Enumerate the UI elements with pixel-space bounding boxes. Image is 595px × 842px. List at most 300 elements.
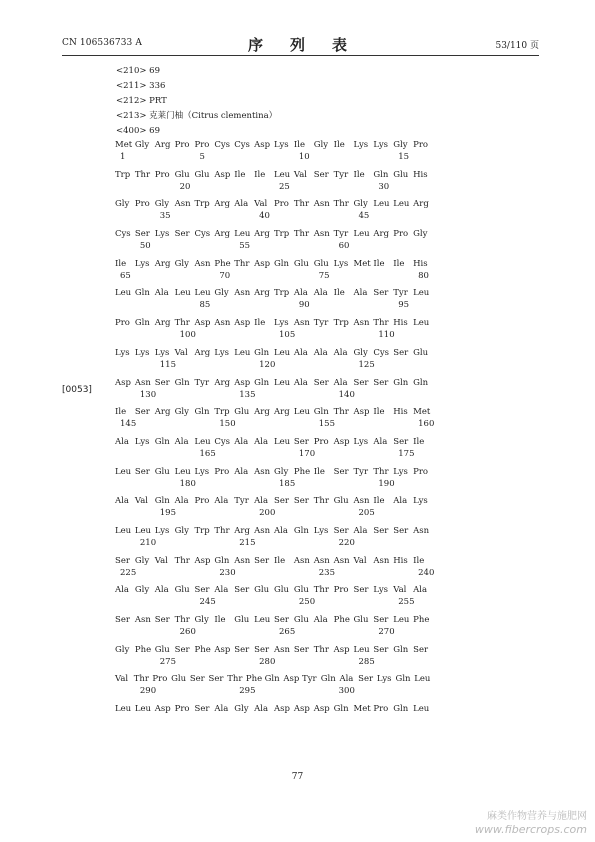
amino-acid-residue: Gln: [174, 377, 190, 388]
amino-acid-residue: Ile: [254, 318, 266, 329]
amino-acid-residue: Gly: [234, 704, 249, 715]
amino-acid-residue: Asn: [353, 496, 370, 507]
position-number: 30: [378, 181, 390, 192]
position-number: 170: [298, 448, 316, 459]
amino-acid-residue: Lys: [154, 525, 170, 536]
amino-acid-residue: Pro: [152, 674, 168, 685]
position-number: 165: [199, 448, 216, 459]
residue-row: [115, 258, 433, 270]
residue-row: [115, 436, 433, 448]
amino-acid-residue: Gln: [154, 436, 170, 447]
amino-acid-residue: Thr: [293, 199, 310, 210]
amino-acid-residue: Tyr: [353, 466, 369, 477]
amino-acid-residue: Ala: [214, 704, 229, 715]
amino-acid-residue: Leu: [414, 674, 431, 685]
meta-sequence-start: <400> 69: [116, 126, 160, 136]
amino-acid-residue: Pro: [333, 585, 349, 596]
amino-acid-residue: Gly: [353, 199, 368, 210]
amino-acid-residue: Gly: [353, 347, 368, 358]
amino-acid-residue: Ala: [373, 436, 388, 447]
meta-length: <211> 336: [116, 81, 166, 91]
amino-acid-residue: His: [393, 555, 408, 566]
residue-row: [115, 139, 433, 151]
amino-acid-residue: Gln: [214, 555, 230, 566]
position-number: 35: [159, 211, 171, 222]
amino-acid-residue: Leu: [134, 704, 152, 715]
amino-acid-residue: Arg: [214, 377, 231, 388]
amino-acid-residue: Val: [293, 169, 308, 180]
sequence-block: [115, 703, 433, 733]
residue-row: [115, 495, 433, 507]
position-number: 65: [120, 270, 131, 281]
amino-acid-residue: Trp: [214, 407, 230, 418]
amino-acid-residue: Ile: [413, 436, 425, 447]
amino-acid-residue: Pro: [194, 140, 210, 150]
position-number: 80: [418, 270, 429, 281]
amino-acid-residue: Gly: [194, 615, 209, 625]
position-number-row: [115, 596, 433, 608]
amino-acid-residue: Asp: [293, 704, 310, 715]
position-number: 155: [318, 419, 335, 430]
residue-row: [115, 644, 433, 656]
sequence-block: [115, 406, 433, 436]
amino-acid-residue: Ser: [358, 674, 374, 685]
amino-acid-residue: Leu: [413, 704, 430, 715]
amino-acid-residue: Glu: [333, 496, 349, 507]
amino-acid-residue: Ala: [115, 436, 129, 447]
amino-acid-residue: Thr: [134, 169, 151, 180]
amino-acid-residue: Ala: [234, 436, 249, 447]
amino-acid-residue: Ser: [333, 466, 349, 477]
amino-acid-residue: Arg: [274, 407, 290, 418]
position-number-row: [115, 626, 433, 638]
amino-acid-residue: Asn: [134, 377, 151, 388]
amino-acid-residue: Glu: [293, 615, 309, 625]
position-number-row: [115, 210, 433, 222]
position-number: 15: [398, 152, 410, 162]
amino-acid-residue: Arg: [254, 407, 270, 418]
position-number: 195: [159, 508, 176, 519]
amino-acid-residue: Ile: [214, 615, 226, 625]
residue-row: [115, 466, 433, 478]
amino-acid-residue: Ala: [313, 615, 328, 625]
amino-acid-residue: Leu: [115, 525, 132, 536]
amino-acid-residue: Leu: [274, 377, 291, 388]
amino-acid-residue: Leu: [274, 436, 291, 447]
amino-acid-residue: Thr: [333, 407, 349, 418]
amino-acid-residue: Gln: [320, 674, 336, 685]
amino-acid-residue: Tyr: [234, 496, 249, 507]
page-number: 77: [291, 772, 304, 782]
amino-acid-residue: Ser: [373, 644, 389, 655]
amino-acid-residue: Arg: [373, 229, 390, 240]
amino-acid-residue: Ser: [353, 585, 369, 596]
amino-acid-residue: Ile: [115, 258, 127, 269]
amino-acid-residue: Ala: [254, 496, 269, 507]
amino-acid-residue: Gln: [393, 377, 409, 388]
amino-acid-residue: Ser: [115, 615, 130, 625]
amino-acid-residue: Tyr: [393, 288, 408, 299]
amino-acid-residue: Phe: [293, 466, 311, 477]
amino-acid-residue: Ser: [254, 644, 270, 655]
amino-acid-residue: Met: [353, 258, 371, 269]
amino-acid-residue: Ser: [174, 229, 190, 240]
position-number: 245: [199, 597, 216, 608]
amino-acid-residue: Ser: [154, 615, 170, 625]
position-number-row: [115, 685, 433, 697]
amino-acid-residue: Asn: [313, 199, 330, 210]
position-number: 275: [159, 656, 176, 667]
position-number-row: [115, 478, 433, 490]
amino-acid-residue: Glu: [353, 615, 369, 625]
amino-acid-residue: Arg: [254, 229, 270, 240]
amino-acid-residue: Ala: [333, 347, 348, 358]
sequence-block: [115, 466, 433, 496]
position-number: 125: [358, 359, 375, 370]
header-divider: [62, 55, 539, 56]
position-number: 40: [259, 211, 270, 222]
position-number: 250: [298, 597, 316, 608]
amino-acid-residue: Lys: [393, 466, 408, 477]
amino-acid-residue: Asn: [254, 466, 271, 477]
position-number-row: [115, 567, 433, 579]
amino-acid-residue: Asp: [154, 704, 171, 715]
amino-acid-residue: Gln: [264, 674, 280, 685]
amino-acid-residue: Asp: [115, 377, 131, 388]
residue-row: [115, 198, 433, 210]
amino-acid-residue: Ser: [134, 407, 150, 418]
amino-acid-residue: Glu: [393, 169, 409, 180]
amino-acid-residue: Gly: [214, 288, 229, 299]
amino-acid-residue: Asp: [194, 318, 211, 329]
residue-row: [115, 614, 433, 626]
amino-acid-residue: Arg: [194, 347, 211, 358]
amino-acid-residue: Thr: [133, 674, 149, 685]
sequence-block: [115, 614, 433, 644]
amino-acid-residue: Cys: [373, 347, 390, 358]
amino-acid-residue: Ser: [373, 615, 389, 625]
amino-acid-residue: Pro: [373, 704, 389, 715]
amino-acid-residue: Leu: [393, 615, 410, 625]
amino-acid-residue: Ser: [254, 555, 270, 566]
amino-acid-residue: Ser: [234, 585, 250, 596]
amino-acid-residue: Gln: [134, 288, 150, 299]
amino-acid-residue: Asn: [313, 229, 330, 240]
residue-row: [115, 228, 433, 240]
amino-acid-residue: Cys: [194, 229, 211, 240]
amino-acid-residue: Lys: [194, 466, 210, 477]
amino-acid-residue: Glu: [274, 585, 289, 596]
position-number: 120: [259, 359, 276, 370]
amino-acid-residue: Gln: [254, 347, 270, 358]
amino-acid-residue: Ser: [373, 525, 389, 536]
position-number: 300: [338, 686, 355, 697]
amino-acid-residue: Asp: [254, 140, 271, 150]
amino-acid-residue: Gly: [134, 555, 150, 566]
amino-acid-residue: Glu: [154, 466, 170, 477]
amino-acid-residue: Gly: [134, 140, 150, 150]
amino-acid-residue: Gln: [194, 407, 210, 418]
watermark-title: 麻类作物营养与施肥网: [487, 811, 587, 822]
position-number: 260: [179, 627, 196, 637]
amino-acid-residue: Asn: [313, 555, 330, 566]
position-number: 295: [239, 686, 256, 697]
sequence-block: [115, 169, 433, 199]
amino-acid-residue: Leu: [353, 229, 370, 240]
amino-acid-residue: Phe: [214, 258, 231, 269]
amino-acid-residue: Leu: [234, 347, 251, 358]
amino-acid-residue: Ala: [353, 288, 368, 299]
amino-acid-residue: Lys: [376, 674, 392, 685]
position-number: 85: [199, 300, 211, 311]
amino-acid-residue: Thr: [373, 318, 389, 329]
amino-acid-residue: Ala: [234, 466, 249, 477]
position-number: 100: [179, 330, 196, 341]
position-number: 45: [358, 211, 370, 222]
amino-acid-residue: Ala: [333, 377, 348, 388]
amino-acid-residue: Arg: [154, 407, 171, 418]
amino-acid-residue: Lys: [413, 496, 428, 507]
amino-acid-residue: Val: [115, 674, 129, 685]
amino-acid-residue: Asp: [283, 674, 300, 685]
amino-acid-residue: Leu: [174, 466, 191, 477]
amino-acid-residue: Arg: [254, 288, 270, 299]
amino-acid-residue: Leu: [413, 318, 430, 329]
position-number: 220: [338, 537, 355, 548]
amino-acid-residue: Arg: [154, 140, 171, 150]
amino-acid-residue: Ile: [373, 407, 385, 418]
amino-acid-residue: Phe: [134, 644, 152, 655]
position-number-row: [115, 656, 433, 668]
amino-acid-residue: Ala: [413, 585, 428, 596]
amino-acid-residue: Lys: [154, 229, 170, 240]
position-number: 95: [398, 300, 410, 311]
amino-acid-residue: Trp: [333, 318, 349, 329]
amino-acid-residue: Met: [353, 704, 371, 715]
position-number-row: [115, 299, 433, 311]
amino-acid-residue: Asp: [313, 704, 330, 715]
position-number-row: [115, 418, 433, 430]
amino-acid-residue: Leu: [194, 288, 211, 299]
amino-acid-residue: Leu: [115, 704, 132, 715]
amino-acid-residue: Leu: [353, 644, 370, 655]
position-number-row: [115, 240, 433, 252]
amino-acid-residue: Glu: [313, 258, 329, 269]
position-number-row: [115, 329, 433, 341]
amino-acid-residue: Asn: [214, 318, 231, 329]
amino-acid-residue: Ser: [333, 525, 349, 536]
sequence-metadata: [116, 64, 277, 139]
position-number: 235: [318, 567, 335, 578]
residue-row: [115, 317, 433, 329]
amino-acid-residue: Leu: [254, 615, 271, 625]
sequence-block: [115, 198, 433, 228]
amino-acid-residue: Cys: [115, 229, 131, 240]
position-number: 175: [398, 448, 415, 459]
amino-acid-residue: Gly: [393, 140, 408, 150]
amino-acid-residue: Ser: [115, 555, 130, 566]
amino-acid-residue: Ile: [333, 140, 345, 150]
amino-acid-residue: Val: [254, 199, 268, 210]
amino-acid-residue: Arg: [214, 229, 231, 240]
meta-organism: <213> 克莱门柚（Citrus clementina）: [116, 111, 278, 121]
amino-acid-residue: Lys: [373, 585, 389, 596]
amino-acid-residue: Ser: [293, 496, 309, 507]
amino-acid-residue: Ala: [115, 585, 129, 596]
amino-acid-residue: Ser: [134, 229, 150, 240]
amino-acid-residue: Gln: [134, 318, 150, 329]
amino-acid-residue: Ala: [214, 585, 229, 596]
amino-acid-residue: Tyr: [333, 229, 349, 240]
amino-acid-residue: Trp: [194, 199, 210, 210]
amino-acid-residue: Pro: [134, 199, 150, 210]
amino-acid-residue: Ile: [333, 288, 345, 299]
amino-acid-residue: Lys: [274, 318, 289, 329]
amino-acid-residue: Ser: [413, 644, 429, 655]
position-number: 145: [120, 419, 137, 430]
position-number: 25: [279, 181, 290, 192]
amino-acid-residue: Leu: [293, 407, 311, 418]
amino-acid-residue: Ser: [293, 644, 309, 655]
amino-acid-residue: Pro: [214, 466, 230, 477]
amino-acid-residue: Lys: [274, 140, 289, 150]
amino-acid-residue: Trp: [274, 288, 290, 299]
position-number: 20: [179, 181, 191, 192]
amino-acid-residue: Pro: [154, 169, 170, 180]
amino-acid-residue: Gln: [413, 377, 429, 388]
amino-acid-residue: Gly: [174, 258, 189, 269]
amino-acid-residue: Ser: [194, 585, 210, 596]
amino-acid-residue: Met: [413, 407, 431, 418]
amino-acid-residue: Asn: [413, 525, 430, 536]
amino-acid-residue: Val: [393, 585, 407, 596]
amino-acid-residue: Gln: [333, 704, 349, 715]
amino-acid-residue: Ser: [274, 615, 289, 625]
position-number: 190: [378, 478, 395, 489]
amino-acid-residue: Pro: [174, 704, 190, 715]
position-number-row: [115, 537, 433, 549]
position-number: 240: [418, 567, 435, 578]
residue-row: [115, 377, 433, 389]
amino-acid-residue: Trp: [274, 229, 290, 240]
page-reference: 53/110 页: [495, 41, 539, 51]
position-number: 130: [139, 389, 157, 400]
amino-acid-residue: Gln: [293, 525, 309, 536]
amino-acid-residue: Thr: [373, 466, 389, 477]
amino-acid-residue: Trp: [115, 169, 131, 180]
sequence-block: [115, 525, 433, 555]
residue-row: [115, 673, 433, 685]
amino-acid-residue: Glu: [171, 674, 187, 685]
amino-acid-residue: Val: [353, 555, 367, 566]
amino-acid-residue: Thr: [174, 318, 190, 329]
amino-acid-residue: Lys: [353, 140, 369, 150]
amino-acid-residue: Ala: [339, 674, 354, 685]
amino-acid-residue: Asp: [333, 436, 350, 447]
amino-acid-residue: Gln: [313, 407, 329, 418]
position-number: 285: [358, 656, 375, 667]
amino-acid-residue: Ala: [154, 585, 169, 596]
sequence-block: [115, 495, 433, 525]
amino-acid-residue: Pro: [393, 229, 409, 240]
amino-acid-residue: Lys: [134, 258, 150, 269]
amino-acid-residue: Met: [115, 140, 133, 150]
amino-acid-residue: Ser: [373, 377, 389, 388]
residue-row: [115, 287, 433, 299]
position-number-row: [115, 151, 433, 163]
amino-acid-residue: Thr: [174, 615, 190, 625]
amino-acid-residue: Thr: [313, 496, 329, 507]
amino-acid-residue: Asn: [293, 555, 310, 566]
amino-acid-residue: Glu: [293, 258, 309, 269]
position-number: 1: [120, 152, 126, 162]
sequence-block: [115, 258, 433, 288]
amino-acid-residue: His: [413, 169, 428, 180]
sequence-block: [115, 287, 433, 317]
amino-acid-residue: His: [413, 258, 428, 269]
position-number: 215: [239, 537, 256, 548]
amino-acid-residue: Ile: [373, 258, 385, 269]
amino-acid-residue: Gly: [274, 466, 289, 477]
amino-acid-residue: Ala: [174, 496, 189, 507]
position-number: 230: [219, 567, 236, 578]
sequence-block: [115, 377, 433, 407]
position-number: 225: [120, 567, 137, 578]
amino-acid-residue: Tyr: [313, 318, 329, 329]
amino-acid-residue: Asp: [214, 644, 231, 655]
amino-acid-residue: Ile: [234, 169, 246, 180]
amino-acid-residue: Lys: [313, 525, 329, 536]
amino-acid-residue: Ile: [393, 258, 405, 269]
position-number: 210: [139, 537, 157, 548]
amino-acid-residue: Ile: [293, 140, 305, 150]
amino-acid-residue: Gln: [274, 258, 289, 269]
amino-acid-residue: Leu: [234, 229, 251, 240]
amino-acid-residue: Ile: [353, 169, 365, 180]
amino-acid-residue: Ala: [293, 288, 308, 299]
residue-row: [115, 555, 433, 567]
residue-row: [115, 169, 433, 181]
sequence-block: [115, 436, 433, 466]
amino-acid-residue: Pro: [194, 496, 210, 507]
meta-type: <212> PRT: [116, 96, 167, 106]
position-number: 70: [219, 270, 231, 281]
sequence-block: [115, 317, 433, 347]
amino-acid-residue: Glu: [234, 407, 250, 418]
position-number: 140: [338, 389, 355, 400]
amino-acid-residue: Glu: [293, 585, 309, 596]
amino-acid-residue: Ser: [353, 377, 369, 388]
amino-acid-residue: Gly: [115, 644, 130, 655]
amino-acid-residue: Asp: [353, 407, 370, 418]
amino-acid-residue: Trp: [194, 525, 210, 536]
sequence-block: [115, 228, 433, 258]
position-number: 105: [279, 330, 296, 341]
position-number-row: [115, 507, 433, 519]
amino-acid-residue: Ala: [174, 436, 189, 447]
amino-acid-residue: Gly: [134, 585, 150, 596]
amino-acid-residue: Asn: [234, 288, 251, 299]
amino-acid-residue: Thr: [333, 199, 349, 210]
amino-acid-residue: Ser: [134, 466, 150, 477]
amino-acid-residue: Ser: [393, 347, 409, 358]
amino-acid-residue: Pro: [413, 466, 429, 477]
residue-row: [115, 703, 433, 715]
amino-acid-residue: Ser: [393, 525, 409, 536]
amino-acid-residue: Cys: [234, 140, 250, 150]
amino-acid-residue: Glu: [254, 585, 270, 596]
position-number: 265: [279, 627, 296, 637]
